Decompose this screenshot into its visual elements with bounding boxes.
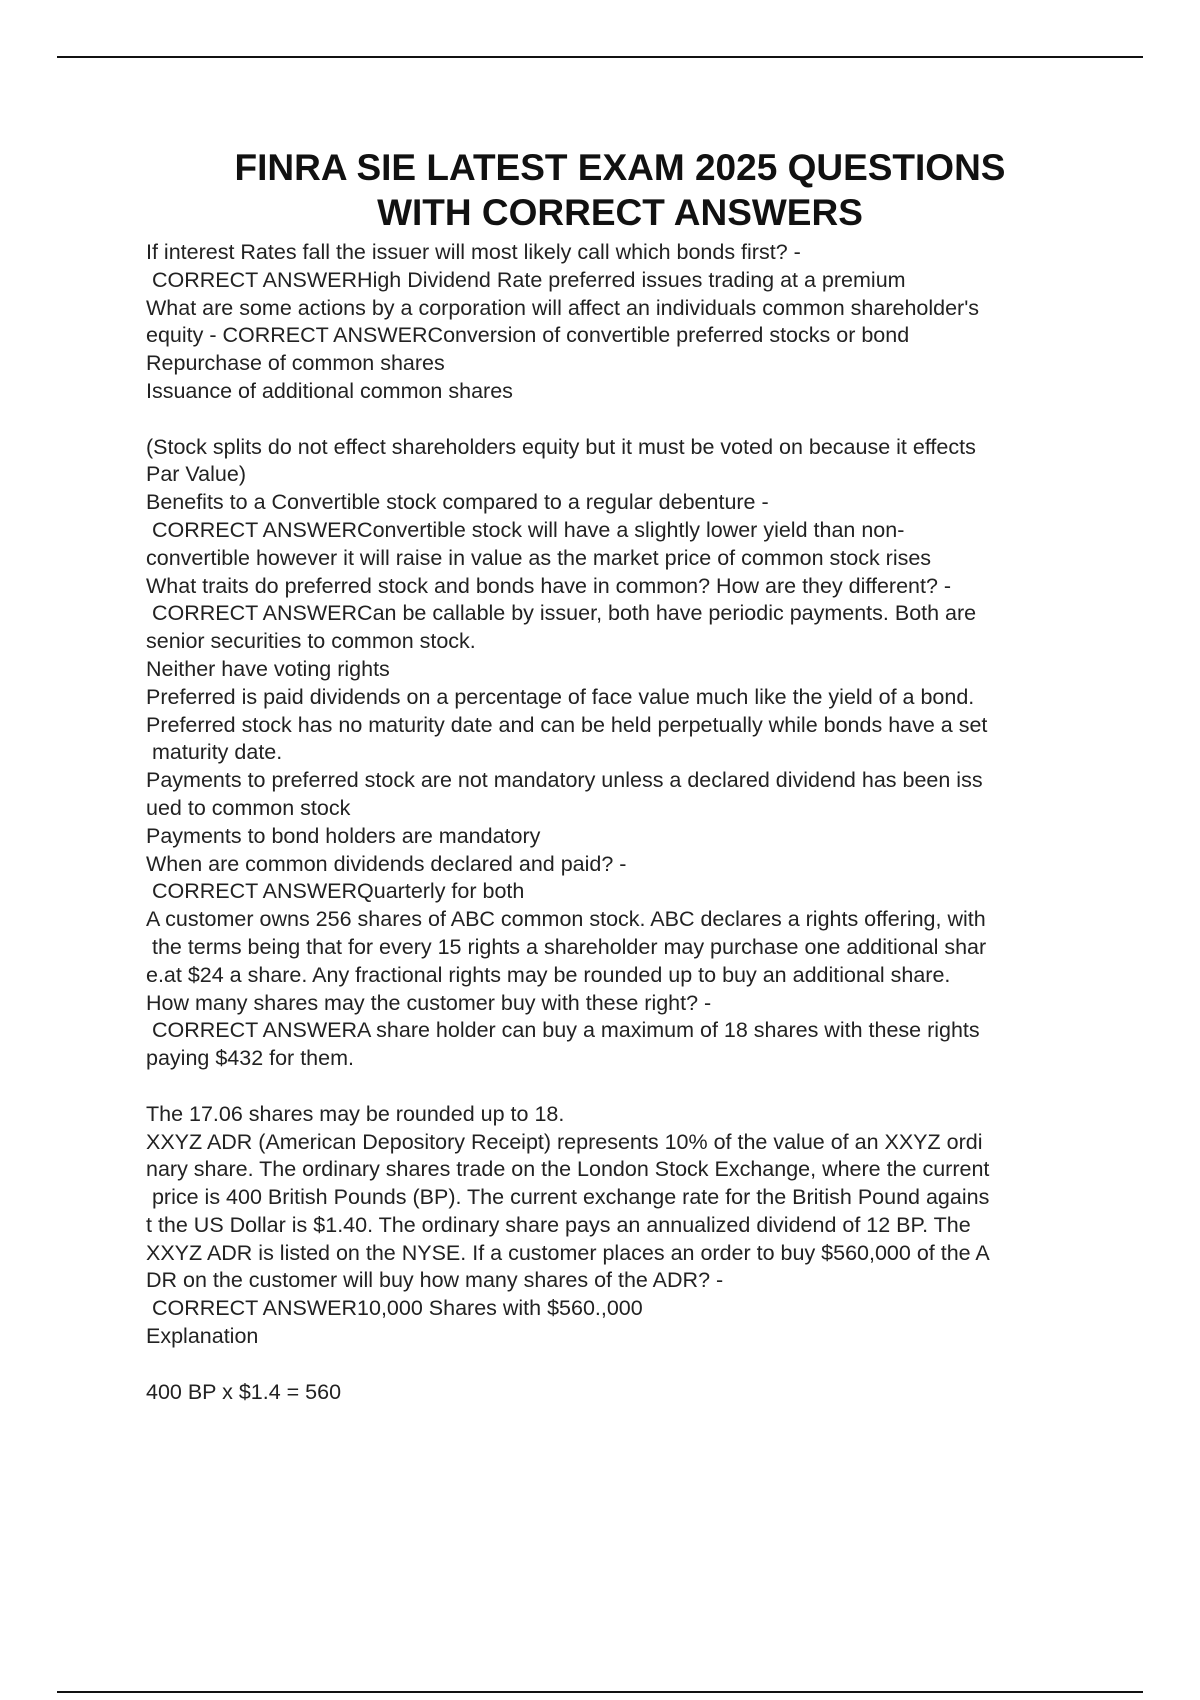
text-line: Issuance of additional common shares <box>146 378 513 403</box>
text-line: XXYZ ADR (American Depository Receipt) represents 10% of the value of an XXYZ ordi <box>146 1129 983 1154</box>
text-line <box>146 1351 1106 1379</box>
text-line: ued to common stock <box>146 795 351 820</box>
text-line: Par Value) <box>146 462 246 487</box>
text-line: CORRECT ANSWERA share holder can buy a maximum of 18 shares with these rights <box>146 1018 980 1043</box>
text-line: When are common dividends declared and paid? - <box>146 851 627 876</box>
title-line-2: WITH CORRECT ANSWERS <box>377 192 863 233</box>
text-line: DR on the customer will buy how many shares of the ADR? - <box>146 1268 724 1293</box>
text-line: A customer owns 256 shares of ABC common stock. ABC declares a rights offering, with <box>146 907 986 932</box>
text-line: If interest Rates fall the issuer will most likely call which bonds first? - <box>146 240 801 264</box>
text-line: paying $432 for them. <box>146 1046 354 1071</box>
page-title <box>140 145 1100 235</box>
text-line: the terms being that for every 15 rights a shareholder may purchase one additional shar <box>146 934 987 959</box>
text-line: Payments to preferred stock are not mandatory unless a declared dividend has been iss <box>146 768 983 793</box>
text-line: maturity date. <box>146 740 283 765</box>
text-line: CORRECT ANSWERQuarterly for both <box>146 879 525 904</box>
bottom-rule <box>57 1691 1143 1693</box>
text-line: 400 BP x $1.4 = 560 <box>146 1379 342 1404</box>
text-line: CORRECT ANSWERCan be callable by issuer, both have periodic payments. Both are <box>146 601 977 626</box>
top-rule <box>57 56 1143 58</box>
title-line-1: FINRA SIE LATEST EXAM 2025 QUESTIONS <box>234 147 1006 188</box>
text-line: Neither have voting rights <box>146 656 390 681</box>
text-line: Payments to bond holders are mandatory <box>146 823 541 848</box>
text-line: Preferred stock has no maturity date and can be held perpetually while bonds have a set <box>146 712 988 737</box>
text-line: (Stock splits do not effect shareholders equity but it must be voted on because it effects <box>146 434 976 459</box>
text-line: How many shares may the customer buy with these right? - <box>146 990 712 1015</box>
text-line: Explanation <box>146 1324 259 1349</box>
text-line: XXYZ ADR is listed on the NYSE. If a customer places an order to buy $560,000 of the A <box>146 1240 990 1265</box>
text-line: What traits do preferred stock and bonds have in common? How are they different? - <box>146 573 952 598</box>
text-line: price is 400 British Pounds (BP). The current exchange rate for the British Pound agains <box>146 1185 990 1210</box>
document-body <box>146 239 1106 1406</box>
text-line: t the US Dollar is $1.40. The ordinary share pays an annualized dividend of 12 BP. The <box>146 1212 971 1237</box>
text-line <box>146 1073 1106 1101</box>
text-line: convertible however it will raise in value as the market price of common stock rises <box>146 545 932 570</box>
text-line: Benefits to a Convertible stock compared to a regular debenture - <box>146 490 769 515</box>
text-line: equity - CORRECT ANSWERConversion of convertible preferred stocks or bond <box>146 323 910 348</box>
text-line: Repurchase of common shares <box>146 351 445 376</box>
text-line: CORRECT ANSWER10,000 Shares with $560.,000 <box>146 1296 643 1321</box>
text-line: CORRECT ANSWERConvertible stock will have a slightly lower yield than non- <box>146 517 905 542</box>
text-line: Preferred is paid dividends on a percentage of face value much like the yield of a bond. <box>146 684 975 709</box>
text-line: senior securities to common stock. <box>146 629 476 654</box>
text-line <box>146 406 1106 434</box>
text-line: nary share. The ordinary shares trade on the London Stock Exchange, where the current <box>146 1157 990 1182</box>
text-line: e.at $24 a share. Any fractional rights may be rounded up to buy an additional share. <box>146 962 951 987</box>
text-line: CORRECT ANSWERHigh Dividend Rate preferred issues trading at a premium <box>146 267 906 292</box>
text-line: What are some actions by a corporation will affect an individuals common shareholder's <box>146 295 980 320</box>
text-line: The 17.06 shares may be rounded up to 18. <box>146 1101 565 1126</box>
